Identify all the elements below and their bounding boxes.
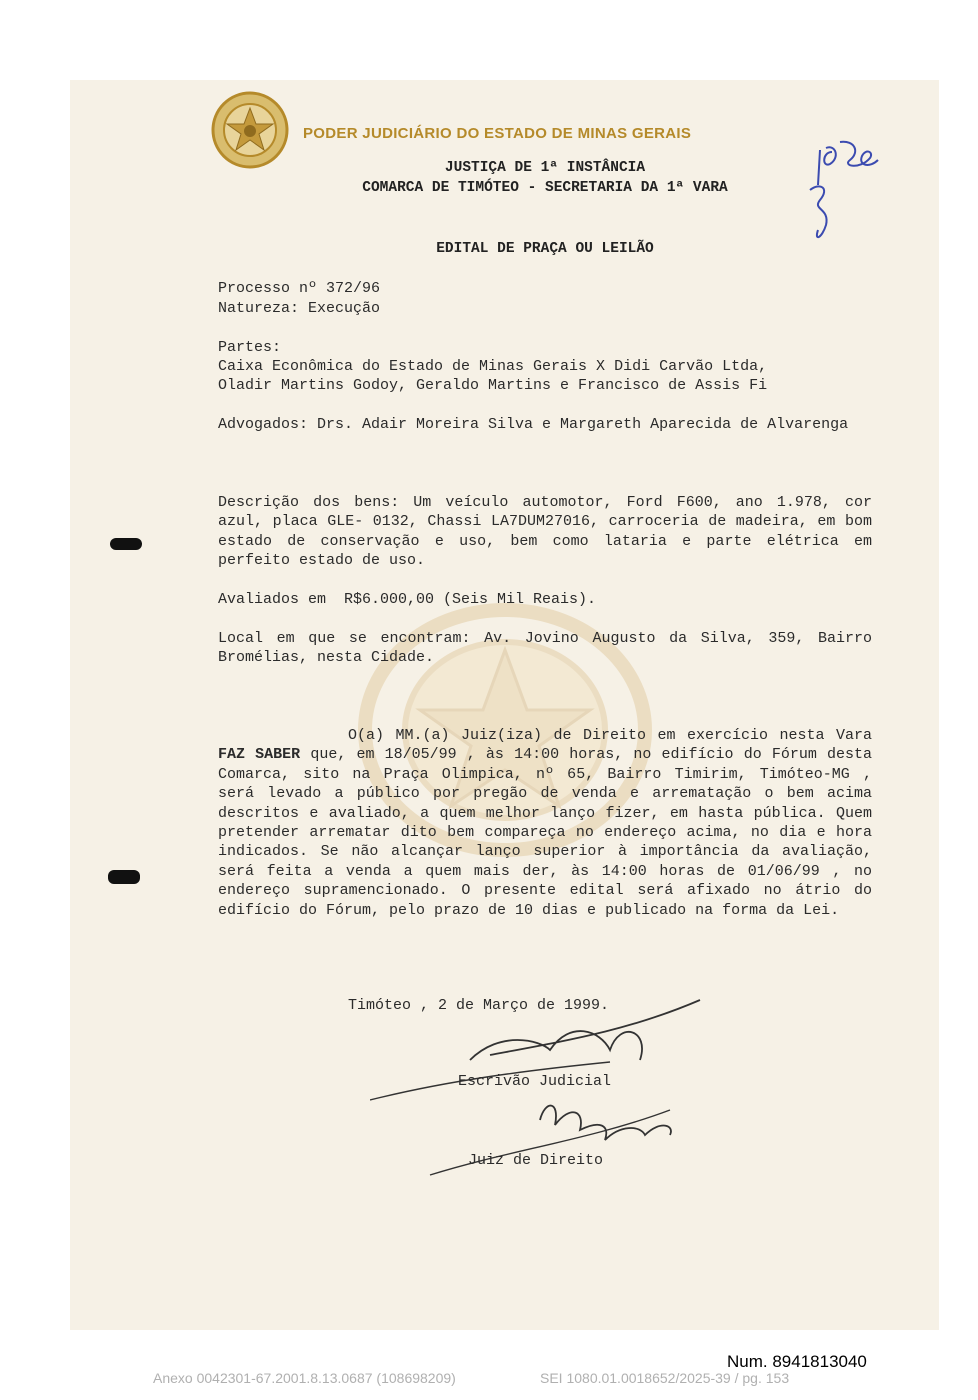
- goods-description: Descrição dos bens: Um veículo automotor, Ford F600, ano 1.978, cor azul, placa GLE- 0132, Chassi LA7DUM27016, carroceria de madeira, em bom estado de conservação e uso, bem como lataria e parte elétrica em perfeito estado de uso.: [218, 494, 872, 570]
- footer-annex: Anexo 0042301-67.2001.8.13.0687 (108698209): [153, 1370, 456, 1386]
- clerk-label: Escrivão Judicial: [458, 1073, 612, 1090]
- edital-title: EDITAL DE PRAÇA OU LEILÃO: [436, 241, 654, 257]
- process-number: Processo nº 372/96: [218, 280, 381, 297]
- document-number: Num. 8941813040: [727, 1352, 867, 1371]
- location: Local em que se encontram: Av. Jovino Augusto da Silva, 359, Bairro Bromélias, nesta Cidade.: [218, 630, 872, 667]
- faz-saber: FAZ SABER: [218, 746, 301, 764]
- process-nature: Natureza: Execução: [218, 300, 381, 317]
- valuation: Avaliados em R$6.000,00 (Seis Mil Reais).: [218, 591, 597, 608]
- footer-sei: SEI 1080.01.0018652/2025-39 / pg. 153: [540, 1370, 790, 1386]
- court-header: PODER JUDICIÁRIO DO ESTADO DE MINAS GERAIS: [303, 125, 692, 142]
- handwritten-note: [800, 130, 890, 250]
- scan-mark: [108, 870, 140, 884]
- instance-line: JUSTIÇA DE 1ª INSTÂNCIA: [444, 160, 646, 176]
- date-line: Timóteo , 2 de Março de 1999.: [348, 997, 610, 1014]
- judge-label: Juiz de Direito: [468, 1152, 604, 1169]
- lawyers: Advogados: Drs. Adair Moreira Silva e Margareth Aparecida de Alvarenga: [218, 416, 849, 433]
- announcement-intro: O(a) MM.(a) Juiz(iza) de Direito em exercício nesta Vara: [348, 727, 872, 744]
- announcement-rest: que, em 18/05/99 , às 14:00 horas, no edifício do Fórum desta Comarca, sito na Praça Olimpica, nº 65, Bairro Timirim, Timóteo-MG , será levado a público por pregão de venda e arrematação o bem acima descritos e avaliado, a quem melhor lanço fizer, em hasta pública. Quem pretender arrematar dito bem compareça no endereço acima, no dia e hora indicados. Se não alcançar lanço superior à importância da avaliação, será feita a venda a quem mais der, às 14:00 horas de 01/06/99 , no endereço supramencionado. O presente edital será afixado no átrio do edifício do Fórum, pelo prazo de 10 dias e publicado na forma da Lei.: [218, 746, 873, 919]
- secretariat-line: COMARCA DE TIMÓTEO - SECRETARIA DA 1ª VARA: [362, 180, 728, 196]
- announcement-paragraph: [218, 726, 872, 920]
- parties-line-2: Oladir Martins Godoy, Geraldo Martins e Francisco de Assis Fi: [218, 377, 768, 394]
- coat-of-arms-seal: [208, 90, 292, 170]
- parties-label: Partes:: [218, 339, 282, 356]
- parties-line-1: Caixa Econômica do Estado de Minas Gerais X Didi Carvão Ltda,: [218, 358, 768, 375]
- scan-mark: [110, 538, 142, 550]
